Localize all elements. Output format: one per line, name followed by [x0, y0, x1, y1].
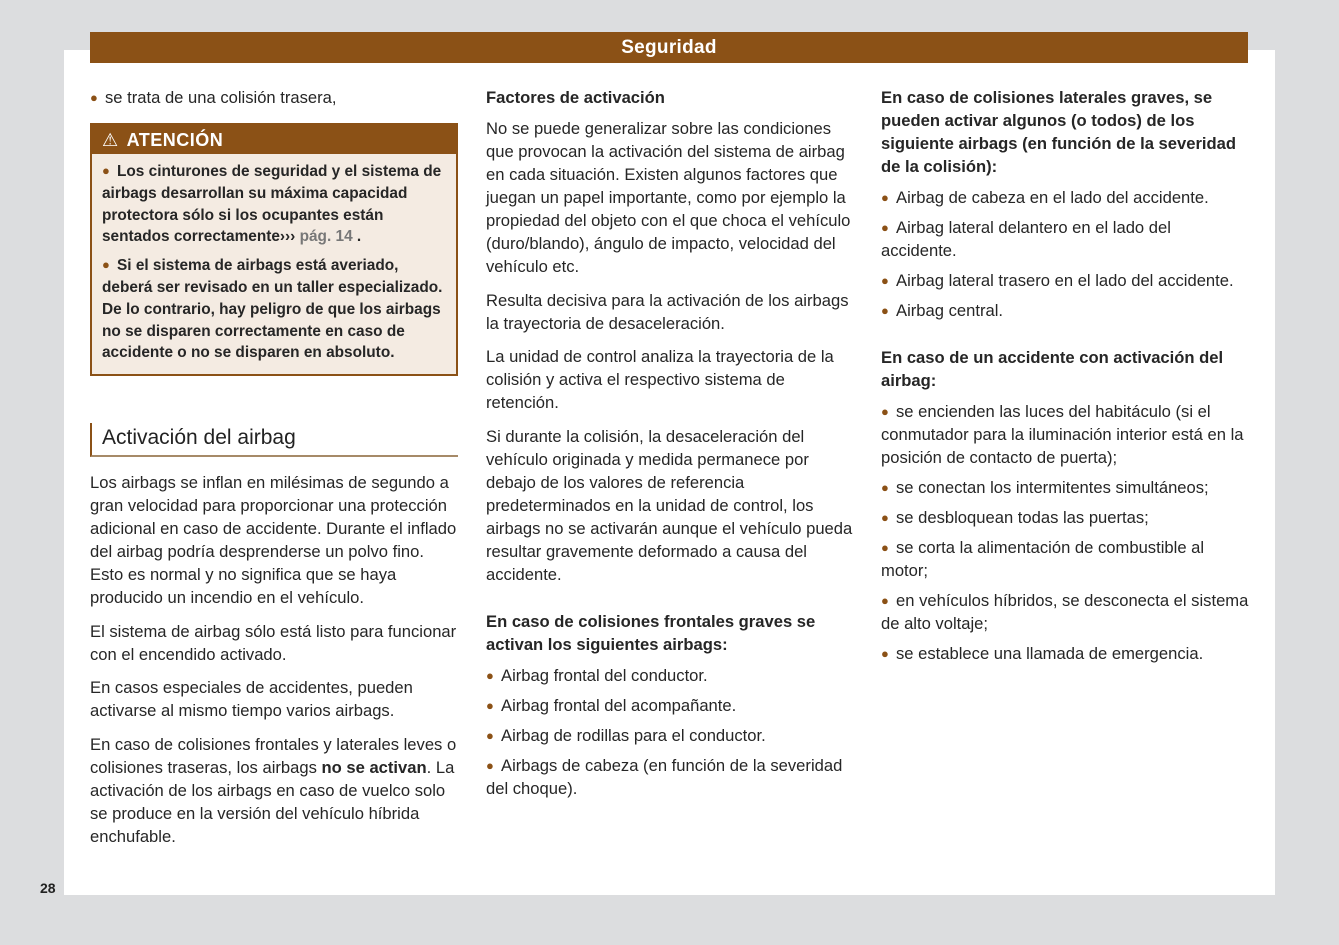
bullet-icon: ●	[881, 646, 889, 661]
bullet-icon: ●	[881, 303, 889, 318]
paragraph: En caso de colisiones frontales y laterales leves o colisiones traseras, los airbags no se activan. La activación de los airbags en caso de vuelco solo se produce en la versión del vehículo híbrida enchufable.	[90, 734, 457, 846]
list-item: ● Airbag de rodillas para el conductor.	[486, 725, 766, 745]
warning-item: ● Si el sistema de airbags está averiado, deberá ser revisado en un taller especializado. De lo contrario, hay peligro de que los airbags no se disparen correctamente en caso de accidente o no se disparen en absoluto.	[102, 254, 446, 364]
list-item: ● Airbag central.	[881, 301, 1003, 320]
subheading: Factores de activación	[486, 88, 665, 107]
paragraph: Los airbags se inflan en milésimas de segundo a gran velocidad para proporcionar una protección adicional en caso de accidente. Durante el inflado del airbag podría desprenderse un polvo fino. Esto es normal y no significa que se haya producido un incendio en el vehículo.	[90, 473, 457, 608]
bullet-icon: ●	[102, 257, 110, 273]
bullet-icon: ●	[881, 480, 889, 495]
page-reference-link[interactable]: pág. 14	[299, 228, 353, 246]
list-item: ● Airbag frontal del conductor.	[486, 665, 708, 685]
subheading: En caso de colisiones frontales graves se activan los siguientes airbags:	[486, 611, 816, 654]
bullet-icon: ●	[881, 220, 889, 235]
bullet-icon: ●	[486, 667, 494, 683]
paragraph: La unidad de control analiza la trayectoria de la colisión y activa el respectivo sistema de retención.	[486, 347, 834, 412]
list-item: ● se desbloquean todas las puertas;	[881, 508, 1149, 527]
paragraph: En casos especiales de accidentes, pueden activarse al mismo tiempo varios airbags.	[90, 678, 413, 721]
paragraph: Si durante la colisión, la desaceleración del vehículo originada y medida permanece por debajo de los valores de referencia predeterminados en la unidad de control, los airbags no se activarán aunque el vehículo pueda resultar gravemente deformado a causa del accidente.	[486, 426, 853, 584]
section-header-title: Seguridad	[621, 37, 717, 58]
bullet-icon: ●	[881, 190, 889, 205]
list-item: ● se trata de una colisión trasera,	[90, 88, 337, 107]
bullet-icon: ●	[881, 404, 889, 419]
subheading: En caso de un accidente con activación del airbag:	[881, 348, 1224, 390]
list-item: ● Airbag de cabeza en el lado del accidente.	[881, 188, 1209, 207]
list-item: ● se conectan los intermitentes simultáneos;	[881, 478, 1209, 497]
warning-item: ● Los cinturones de seguridad y el sistema de airbags desarrollan su máxima capacidad protectora sólo si los ocupantes están sentados correctamente››› pág. 14 .	[102, 160, 446, 248]
section-title: Activación del airbag	[90, 423, 458, 457]
bullet-icon: ●	[486, 727, 494, 743]
bullet-icon: ●	[486, 757, 494, 773]
list-item: ● Airbag lateral delantero en el lado del accidente.	[881, 218, 1171, 260]
list-item: ● se establece una llamada de emergencia.	[881, 644, 1204, 663]
list-item: ● Airbag frontal del acompañante.	[486, 695, 737, 715]
subheading: En caso de colisiones laterales graves, se pueden activar algunos (o todos) de los siguiente airbags (en función de la severidad de la colisión):	[881, 88, 1237, 176]
list-item: ● Airbags de cabeza (en función de la severidad del choque).	[486, 755, 843, 798]
column-right	[881, 86, 1251, 672]
list-item: ● se corta la alimentación de combustible al motor;	[881, 538, 1205, 580]
paragraph: El sistema de airbag sólo está listo para funcionar con el encendido activado.	[90, 621, 457, 664]
warning-body	[92, 154, 456, 374]
paragraph: No se puede generalizar sobre las condiciones que provocan la activación del sistema de airbag en cada situación. Existen algunos factores que juegan un papel importante, como por ejemplo la propiedad del objeto con el que choca el vehículo (duro/blando), ángulo de impacto, velocidad del vehículo etc.	[486, 119, 851, 276]
warning-title: ATENCIÓN	[126, 130, 224, 150]
warning-box	[90, 123, 458, 376]
warning-triangle-icon: ⚠	[102, 130, 119, 150]
bullet-icon: ●	[102, 163, 110, 178]
bullet-icon: ●	[881, 593, 889, 608]
bullet-icon: ●	[881, 510, 889, 525]
column-left	[90, 86, 458, 858]
page-number: 28	[40, 880, 56, 896]
bullet-icon: ●	[486, 697, 494, 713]
bullet-icon: ●	[90, 90, 98, 105]
section-header-bar	[90, 32, 1248, 63]
column-middle	[486, 86, 858, 807]
bullet-icon: ●	[881, 540, 889, 555]
bullet-icon: ●	[881, 273, 889, 288]
list-item: ● en vehículos híbridos, se desconecta el sistema de alto voltaje;	[881, 591, 1249, 633]
list-item: ● Airbag lateral trasero en el lado del accidente.	[881, 271, 1234, 290]
warning-header	[92, 125, 456, 154]
list-item: ● se encienden las luces del habitáculo (si el conmutador para la iluminación interior está en la posición de contacto de puerta);	[881, 402, 1244, 467]
paragraph: Resulta decisiva para la activación de los airbags la trayectoria de desaceleración.	[486, 290, 849, 333]
